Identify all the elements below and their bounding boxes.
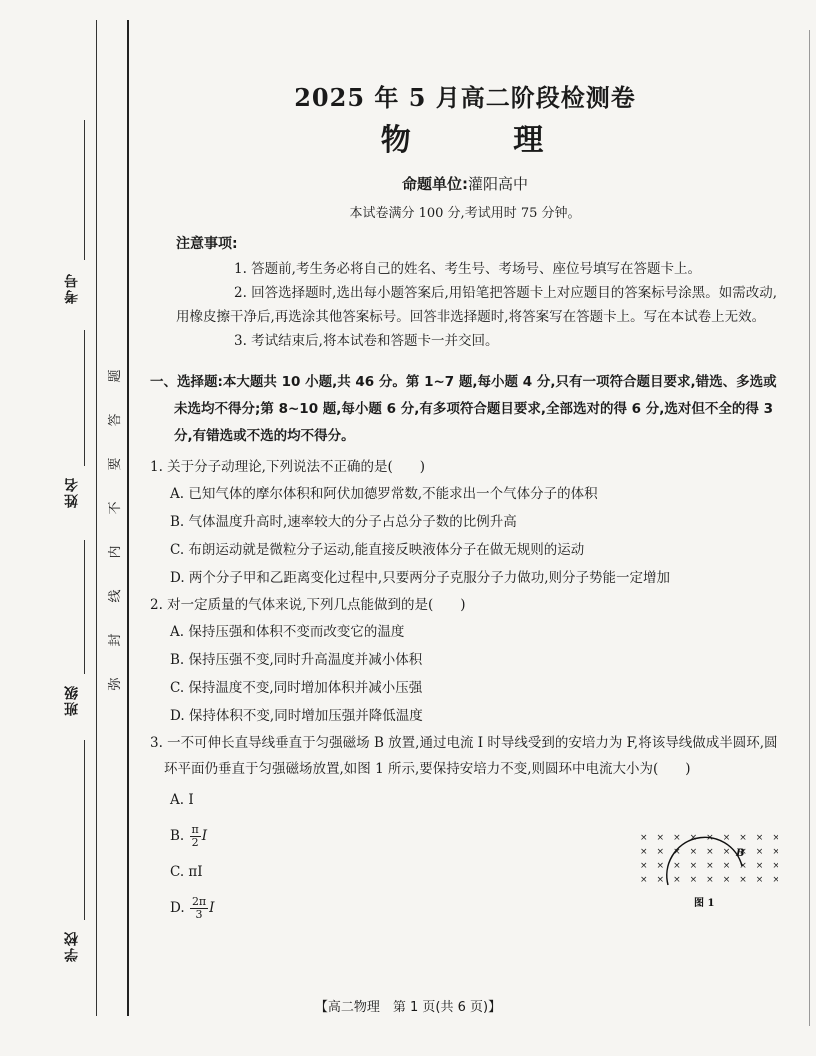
svg-text:× × × × × × × × × ×: × × × × × × × × ×: [640, 847, 778, 857]
option-b-prefix: B.: [170, 828, 185, 844]
question-2-option-a: A. 保持压强和体积不变而改变它的温度: [170, 624, 405, 640]
binding-line: [96, 20, 97, 1016]
exam-no-label: 考号: [64, 272, 80, 304]
question-1-option-c: C. 布朗运动就是微粒分子运动,能直接反映液体分子在做无规则的运动: [170, 542, 585, 558]
question-2-option-d: D. 保持体积不变,同时增加压强并降低温度: [170, 708, 423, 724]
question-1-option-a: A. 已知气体的摩尔体积和阿伏加德罗常数,不能求出一个气体分子的体积: [170, 486, 598, 502]
author-line: [150, 173, 780, 194]
author-label: 命题单位:: [401, 175, 468, 193]
question-2-option-c: C. 保持温度不变,同时增加体积并减小压强: [170, 680, 423, 696]
seal-char: 答: [108, 413, 123, 427]
question-2-stem: 2. 对一定质量的气体来说,下列几点能做到的是( ): [150, 597, 466, 613]
fraction-2pi-over-3: [190, 896, 208, 921]
exam-content: [150, 78, 780, 926]
magnetic-field-diagram: [638, 830, 778, 920]
exam-info: 本试卷满分 100 分,考试用时 75 分钟。: [349, 206, 581, 221]
fraction-denominator: 2: [191, 836, 199, 849]
figure-caption: 图 1: [694, 898, 715, 909]
seal-char: 内: [108, 545, 123, 559]
notes-title: 注意事项:: [176, 236, 238, 252]
page-footer: 【高二物理 第 1 页(共 6 页)】: [314, 1000, 502, 1015]
binding-line-bold: [127, 20, 129, 1016]
seal-char: 线: [108, 589, 123, 603]
seal-char: 要: [108, 457, 123, 471]
option-d-suffix: I: [209, 900, 215, 916]
question-3-option-a: A. I: [170, 792, 194, 808]
note-item: 3. 考试结束后,将本试卷和答题卡一并交回。: [234, 333, 499, 349]
seal-char: 封: [108, 633, 123, 647]
exam-title: 2025 年 5 月高二阶段检测卷: [294, 83, 636, 112]
fraction-numerator: 2π: [191, 895, 207, 908]
page-edge: [809, 30, 810, 1026]
option-b-suffix: I: [201, 828, 208, 844]
author-value: 灌阳高中: [467, 175, 528, 193]
school-underline: [84, 740, 85, 920]
seal-char: 弥: [108, 677, 123, 691]
svg-text:× × × × × × × × × ×: × × × × × × × × ×: [640, 861, 778, 871]
subject-title: 物 理: [380, 123, 590, 158]
seal-notice: [106, 366, 122, 718]
question-3-stem: 3. 一不可伸长直导线垂直于匀强磁场 B 放置,通过电流 I 时导线受到的安培力为 F,将该导线做成半圆环,圆环平面仍垂直于匀强磁场放置,如图 1 所示,要保持安培力不变,则圆环中电流大小为( ): [150, 735, 778, 777]
svg-text:× × × × × × × × × ×: × × × × × × × × ×: [640, 875, 778, 885]
seal-char: 不: [108, 501, 123, 515]
section-header: 一、选择题:本大题共 10 小题,共 46 分。第 1~7 题,每小题 4 分,只有一项符合题目要求,错选、多选或未选均不得分;第 8~10 题,每小题 6 分,有多项符合题目要求,全部选对的得 6 分,选对但不全的得 3 分,有错选或不选的均不得分。: [150, 374, 777, 444]
class-label: 班级: [64, 684, 80, 716]
question-1-option-b: B. 气体温度升高时,速率较大的分子占总分子数的比例升高: [170, 514, 517, 530]
seal-char: 题: [108, 369, 123, 383]
question-1-option-d: D. 两个分子甲和乙距离变化过程中,只要两分子克服分子力做功,则分子势能一定增加: [170, 570, 671, 586]
question-2-option-b: B. 保持压强不变,同时升高温度并减小体积: [170, 652, 423, 668]
fraction-numerator: π: [191, 823, 199, 836]
note-item: 2. 回答选择题时,选出每小题答案后,用铅笔把答题卡上对应题目的答案标号涂黑。如需改动,用橡皮擦干净后,再选涂其他答案标号。回答非选择题时,将答案写在答题卡上。写在本试卷上无效。: [176, 285, 778, 325]
question-1-stem: 1. 关于分子动理论,下列说法不正确的是( ): [150, 459, 425, 475]
school-label: 学校: [64, 930, 80, 962]
binding-strip: [0, 0, 130, 1056]
note-item: 1. 答题前,考生务必将自己的姓名、考生号、考场号、座位号填写在答题卡上。: [234, 261, 701, 277]
class-underline: [84, 540, 85, 674]
svg-text:× × × × × × × × × ×: × × × × × × × × ×: [640, 833, 778, 843]
field-label: B: [736, 848, 745, 859]
fraction-denominator: 3: [195, 908, 203, 921]
fraction-pi-over-2: [190, 824, 201, 849]
figure-1-magnetic-field: [638, 830, 778, 920]
option-d-prefix: D.: [170, 900, 185, 916]
exam-no-underline: [84, 120, 85, 260]
name-underline: [84, 330, 85, 466]
name-label: 姓名: [64, 476, 80, 508]
question-3-option-c: C. πI: [170, 864, 203, 880]
